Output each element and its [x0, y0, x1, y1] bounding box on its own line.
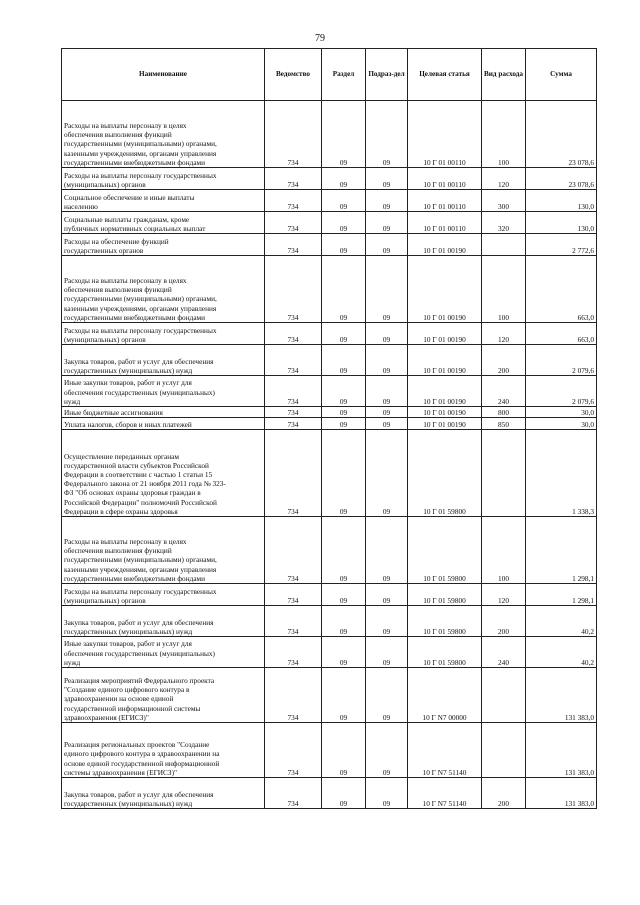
- cell-name-line: Расходы на выплаты персоналу государственных: [64, 325, 217, 335]
- cell-sum: 2 079,6: [526, 376, 597, 407]
- cell-subsection: 09: [366, 190, 408, 212]
- cell-section: 09: [322, 606, 366, 637]
- cell-expense-type: 120: [482, 323, 526, 345]
- cell-sum: 131 383,0: [526, 668, 597, 723]
- cell-expense-type: 320: [482, 212, 526, 234]
- cell-section: 09: [322, 190, 366, 212]
- cell-subsection: 09: [366, 723, 408, 778]
- cell-name-line: основе единой государственной информационной: [64, 758, 220, 768]
- cell-section: 09: [322, 517, 366, 584]
- cell-subsection: 09: [366, 376, 408, 407]
- cell-name-line: ФЗ "Об основах охраны здоровья граждан в: [64, 488, 201, 498]
- table-row: [62, 606, 597, 637]
- cell-dept: 734: [265, 256, 322, 323]
- cell-expense-type: [482, 668, 526, 723]
- cell-dept: 734: [265, 190, 322, 212]
- cell-subsection: 09: [366, 637, 408, 668]
- header-section: Раздел: [322, 49, 366, 101]
- cell-section: 09: [322, 101, 366, 168]
- table-row: [62, 168, 597, 190]
- cell-name: [62, 212, 265, 234]
- cell-name-line: Российской Федерации" полномочий Российской: [64, 497, 217, 507]
- cell-dept: 734: [265, 234, 322, 256]
- cell-expense-type: 240: [482, 376, 526, 407]
- cell-target: 10 Г 01 00190: [408, 323, 482, 345]
- cell-section: 09: [322, 584, 366, 606]
- cell-section: 09: [322, 637, 366, 668]
- cell-name: [62, 234, 265, 256]
- header-sum: Сумма: [526, 49, 597, 101]
- cell-sum: 1 298,1: [526, 517, 597, 584]
- table-row: [62, 418, 597, 430]
- cell-expense-type: [482, 430, 526, 517]
- cell-dept: 734: [265, 168, 322, 190]
- cell-target: 10 Г 01 00190: [408, 376, 482, 407]
- cell-sum: 130,0: [526, 190, 597, 212]
- cell-dept: 734: [265, 668, 322, 723]
- header-target: Целевая статья: [408, 49, 482, 101]
- table-row: [62, 256, 597, 323]
- cell-name-line: обеспечения выполнения функций: [64, 546, 172, 556]
- cell-name-line: государственной власти субъектов Российской: [64, 460, 209, 470]
- cell-target: 10 Г 01 59800: [408, 606, 482, 637]
- cell-name-line: Расходы на обеспечение функций: [64, 236, 169, 246]
- table-row: [62, 430, 597, 517]
- cell-subsection: 09: [366, 430, 408, 517]
- page-number: 79: [315, 33, 325, 44]
- cell-section: 09: [322, 723, 366, 778]
- cell-name-line: Закупка товаров, работ и услуг для обеспечения: [64, 789, 214, 799]
- cell-section: 09: [322, 212, 366, 234]
- cell-expense-type: 240: [482, 637, 526, 668]
- table-row: [62, 723, 597, 778]
- cell-sum: 30,0: [526, 418, 597, 430]
- cell-name-line: Иные бюджетные ассигнования: [64, 407, 163, 417]
- cell-name-line: государственной информационной системы: [64, 703, 201, 713]
- cell-subsection: 09: [366, 101, 408, 168]
- cell-dept: 734: [265, 101, 322, 168]
- cell-name: [62, 430, 265, 517]
- cell-expense-type: 200: [482, 606, 526, 637]
- cell-name-line: здравоохранении на основе единой: [64, 694, 174, 704]
- cell-subsection: 09: [366, 407, 408, 418]
- cell-name: [62, 376, 265, 407]
- cell-expense-type: 100: [482, 517, 526, 584]
- header-subsection: Подраз-дел: [366, 49, 408, 101]
- table-row: [62, 778, 597, 809]
- cell-name: [62, 101, 265, 168]
- cell-name-line: Закупка товаров, работ и услуг для обеспечения: [64, 617, 214, 627]
- table-row: [62, 376, 597, 407]
- cell-name: [62, 637, 265, 668]
- cell-name-line: Закупка товаров, работ и услуг для обеспечения: [64, 356, 214, 366]
- cell-subsection: 09: [366, 345, 408, 376]
- cell-name-line: публичных нормативных социальных выплат: [64, 223, 206, 233]
- cell-name-line: Расходы на выплаты персоналу в целях: [64, 536, 187, 546]
- cell-name-line: обеспечения выполнения функций: [64, 130, 172, 140]
- cell-name-line: Расходы на выплаты персоналу государственных: [64, 586, 217, 596]
- cell-subsection: 09: [366, 418, 408, 430]
- cell-section: 09: [322, 407, 366, 418]
- table-row: [62, 234, 597, 256]
- table-body: [62, 101, 597, 809]
- cell-subsection: 09: [366, 606, 408, 637]
- cell-subsection: 09: [366, 778, 408, 809]
- table-row: [62, 323, 597, 345]
- cell-dept: 734: [265, 323, 322, 345]
- cell-dept: 734: [265, 418, 322, 430]
- cell-sum: 23 078,6: [526, 101, 597, 168]
- cell-name: [62, 778, 265, 809]
- cell-subsection: 09: [366, 256, 408, 323]
- cell-name: [62, 517, 265, 584]
- table-row: [62, 407, 597, 418]
- cell-expense-type: 800: [482, 407, 526, 418]
- cell-subsection: 09: [366, 323, 408, 345]
- cell-name-line: государственными внебюджетными фондами: [64, 312, 206, 322]
- cell-name-line: (муниципальных) органов: [64, 179, 146, 189]
- table-row: [62, 668, 597, 723]
- table-row: [62, 212, 597, 234]
- cell-section: 09: [322, 430, 366, 517]
- cell-name: [62, 407, 265, 418]
- cell-name-line: Социальное обеспечение и иные выплаты: [64, 192, 195, 202]
- cell-name-line: обеспечения государственных (муниципальных): [64, 648, 215, 658]
- cell-sum: 131 383,0: [526, 723, 597, 778]
- cell-name-line: здравоохранения (ЕГИСЗ)": [64, 712, 149, 722]
- cell-section: 09: [322, 778, 366, 809]
- cell-target: 10 Г 01 00190: [408, 418, 482, 430]
- cell-name-line: (муниципальных) органов: [64, 334, 146, 344]
- cell-expense-type: [482, 723, 526, 778]
- cell-dept: 734: [265, 407, 322, 418]
- cell-expense-type: 120: [482, 168, 526, 190]
- cell-name-line: государственными внебюджетными фондами: [64, 157, 206, 167]
- cell-name-line: Иные закупки товаров, работ и услуг для: [64, 639, 192, 649]
- cell-dept: 734: [265, 517, 322, 584]
- cell-section: 09: [322, 234, 366, 256]
- cell-name-line: государственными (муниципальными) органами,: [64, 294, 217, 304]
- cell-expense-type: 850: [482, 418, 526, 430]
- table-row: [62, 637, 597, 668]
- cell-expense-type: [482, 234, 526, 256]
- cell-name-line: нужд: [64, 657, 81, 667]
- table-row: [62, 517, 597, 584]
- cell-dept: 734: [265, 345, 322, 376]
- cell-name-line: системы здравоохранения (ЕГИСЗ)": [64, 767, 177, 777]
- cell-subsection: 09: [366, 517, 408, 584]
- cell-section: 09: [322, 168, 366, 190]
- cell-target: 10 Г 01 00190: [408, 407, 482, 418]
- cell-name: [62, 168, 265, 190]
- cell-name-line: Федерации в соответствии с частью 1 статьи 15: [64, 469, 213, 479]
- cell-target: 10 Г 01 00110: [408, 168, 482, 190]
- cell-sum: 2 772,6: [526, 234, 597, 256]
- cell-dept: 734: [265, 606, 322, 637]
- cell-target: 10 Г 01 00110: [408, 101, 482, 168]
- cell-sum: 663,0: [526, 256, 597, 323]
- cell-name-line: Реализация региональных проектов "Создание: [64, 740, 210, 750]
- cell-section: 09: [322, 323, 366, 345]
- cell-dept: 734: [265, 637, 322, 668]
- cell-name: [62, 668, 265, 723]
- cell-sum: 663,0: [526, 323, 597, 345]
- cell-expense-type: 100: [482, 101, 526, 168]
- cell-dept: 734: [265, 430, 322, 517]
- cell-name-line: Реализация мероприятий Федерального проекта: [64, 675, 215, 685]
- cell-sum: 40,2: [526, 606, 597, 637]
- cell-name-line: государственных (муниципальных) нужд: [64, 365, 193, 375]
- cell-name-line: государственными (муниципальными) органами,: [64, 139, 217, 149]
- cell-expense-type: 120: [482, 584, 526, 606]
- cell-name-line: населению: [64, 201, 98, 211]
- cell-sum: 1 338,3: [526, 430, 597, 517]
- cell-name-line: государственными (муниципальными) органами,: [64, 555, 217, 565]
- cell-target: 10 Г 01 59800: [408, 430, 482, 517]
- cell-name-line: Осуществление переданных органам: [64, 451, 179, 461]
- cell-section: 09: [322, 256, 366, 323]
- cell-section: 09: [322, 668, 366, 723]
- cell-target: 10 Г 01 00110: [408, 190, 482, 212]
- cell-target: 10 Г 01 00190: [408, 256, 482, 323]
- cell-subsection: 09: [366, 168, 408, 190]
- cell-dept: 734: [265, 584, 322, 606]
- cell-expense-type: 100: [482, 256, 526, 323]
- cell-name-line: Федерального закона от 21 ноября 2011 года № 323-: [64, 479, 226, 489]
- cell-dept: 734: [265, 212, 322, 234]
- cell-name-line: государственных органов: [64, 245, 144, 255]
- cell-name-line: (муниципальных) органов: [64, 595, 146, 605]
- cell-subsection: 09: [366, 668, 408, 723]
- cell-name: [62, 345, 265, 376]
- cell-target: 10 Г 01 59800: [408, 637, 482, 668]
- cell-name-line: Расходы на выплаты персоналу в целях: [64, 275, 187, 285]
- cell-sum: 23 078,6: [526, 168, 597, 190]
- cell-name-line: обеспечения выполнения функций: [64, 285, 172, 295]
- cell-name-line: государственных (муниципальных) нужд: [64, 626, 193, 636]
- cell-name-line: нужд: [64, 396, 81, 406]
- cell-sum: 1 298,1: [526, 584, 597, 606]
- cell-name-line: обеспечения государственных (муниципальных): [64, 387, 215, 397]
- cell-dept: 734: [265, 376, 322, 407]
- cell-sum: 30,0: [526, 407, 597, 418]
- cell-subsection: 09: [366, 234, 408, 256]
- cell-name: [62, 323, 265, 345]
- cell-dept: 734: [265, 778, 322, 809]
- cell-name: [62, 606, 265, 637]
- cell-expense-type: 300: [482, 190, 526, 212]
- cell-sum: 130,0: [526, 212, 597, 234]
- cell-expense-type: 200: [482, 778, 526, 809]
- cell-sum: 131 383,0: [526, 778, 597, 809]
- cell-name: [62, 584, 265, 606]
- cell-name-line: Социальные выплаты гражданам, кроме: [64, 214, 190, 224]
- cell-name-line: казенными учреждениями, органами управления: [64, 564, 217, 574]
- cell-name-line: государственных (муниципальных) нужд: [64, 798, 193, 808]
- table-row: [62, 101, 597, 168]
- cell-name-line: казенными учреждениями, органами управления: [64, 303, 217, 313]
- cell-target: 10 Г 01 00110: [408, 212, 482, 234]
- cell-target: 10 Г 01 00190: [408, 234, 482, 256]
- cell-subsection: 09: [366, 212, 408, 234]
- cell-target: 10 Г N7 00000: [408, 668, 482, 723]
- cell-name: [62, 256, 265, 323]
- cell-name: [62, 418, 265, 430]
- table-row: [62, 584, 597, 606]
- cell-name-line: Расходы на выплаты персоналу государственных: [64, 170, 217, 180]
- cell-subsection: 09: [366, 584, 408, 606]
- cell-target: 10 Г N7 51140: [408, 778, 482, 809]
- budget-table: [61, 48, 597, 809]
- cell-name-line: "Создание единого цифрового контура в: [64, 685, 190, 695]
- cell-name-line: Иные закупки товаров, работ и услуг для: [64, 378, 192, 388]
- cell-target: 10 Г 01 59800: [408, 517, 482, 584]
- cell-name: [62, 723, 265, 778]
- cell-target: 10 Г 01 00190: [408, 345, 482, 376]
- cell-expense-type: 200: [482, 345, 526, 376]
- cell-target: 10 Г 01 59800: [408, 584, 482, 606]
- cell-name: [62, 190, 265, 212]
- cell-name-line: Уплата налогов, сборов и иных платежей: [64, 419, 192, 429]
- table-header-row: [62, 49, 597, 101]
- cell-section: 09: [322, 418, 366, 430]
- cell-sum: 2 079,6: [526, 345, 597, 376]
- table-row: [62, 345, 597, 376]
- cell-name-line: Расходы на выплаты персоналу в целях: [64, 120, 187, 130]
- header-dept: Ведомство: [265, 49, 322, 101]
- header-name: Наименование: [62, 49, 265, 101]
- cell-section: 09: [322, 345, 366, 376]
- cell-sum: 40,2: [526, 637, 597, 668]
- cell-dept: 734: [265, 723, 322, 778]
- header-expense-type: Вид расхода: [482, 49, 526, 101]
- cell-target: 10 Г N7 51140: [408, 723, 482, 778]
- cell-name-line: государственными внебюджетными фондами: [64, 573, 206, 583]
- cell-name-line: Федерации в сфере охраны здоровья: [64, 506, 178, 516]
- table-row: [62, 190, 597, 212]
- cell-name-line: единого цифрового контура в здравоохранении на: [64, 749, 220, 759]
- cell-section: 09: [322, 376, 366, 407]
- cell-name-line: казенными учреждениями, органами управления: [64, 148, 217, 158]
